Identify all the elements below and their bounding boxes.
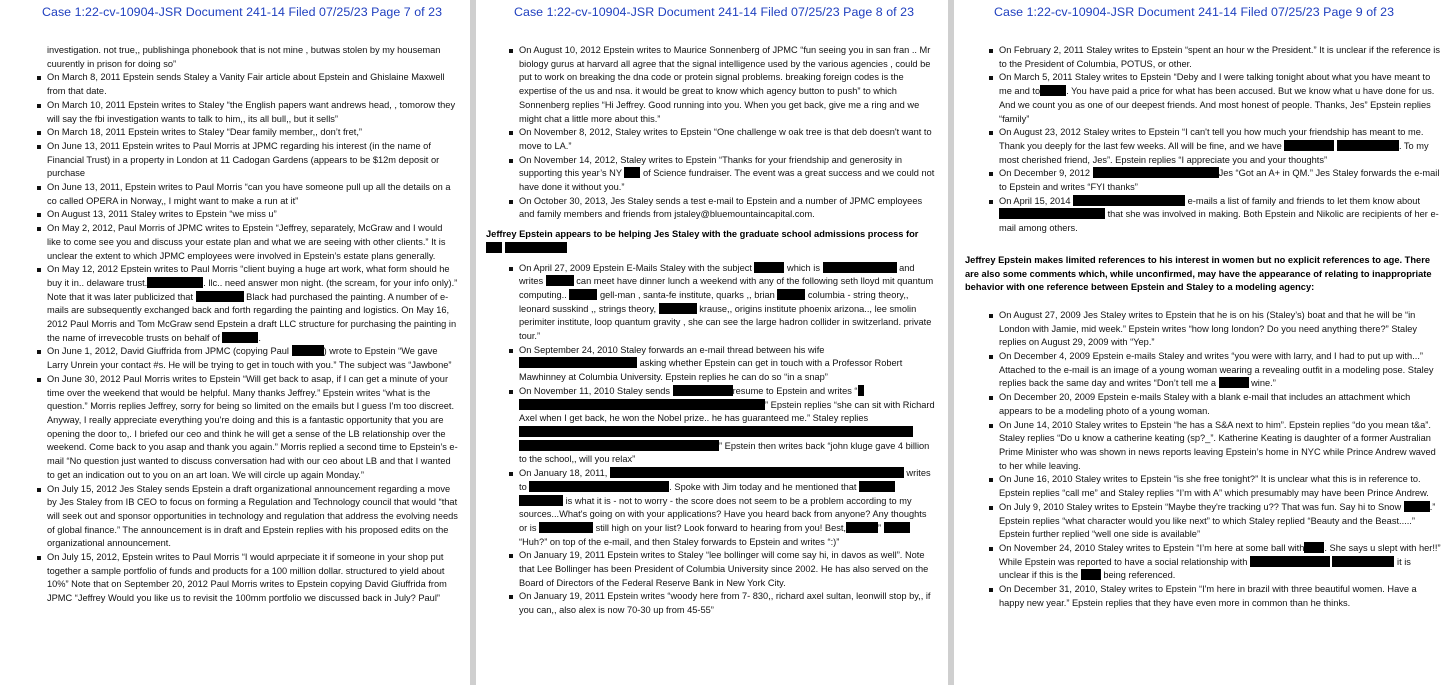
list-item: On May 2, 2012, Paul Morris of JPMC writes to Epstein “Jeffrey, separately, McGraw and I would like to come see you and discuss your estate plan and what we are seeing with other clients.” It is unclear the extent to which JPMC employees were involved in Epstein’s estate plans generally.	[47, 222, 458, 263]
page-body	[476, 19, 948, 618]
redaction-box	[673, 385, 733, 396]
list-item: On November 24, 2010 Staley writes to Epstein “I’m here at some ball with . She says u slept with her!!” While Epstein was reported to have a social relationship with it is unclear if this is the being referenced.	[999, 542, 1442, 583]
list-item: On December 9, 2012 Jes “Got an A+ in QM.” Jes Staley forwards the e-mail to Epstein and writes “FYI thanks”	[999, 167, 1442, 194]
list-item: On September 24, 2010 Staley forwards an e-mail thread between his wife asking whether Epstein can get in touch with a Professor Robert Mawhinney at Columbia University. Epstein replies he can do so “in a snap”	[519, 344, 936, 385]
redaction-box	[999, 208, 1105, 219]
list-item: On January 19, 2011 Epstein writes to Staley “lee bollinger will come say hi, in davos as well”. Note that Lee Bollinger has been President of Columbia University since 2002. He has also served on the Board of Directors of the Federal Reserve Bank in New York City.	[519, 549, 936, 590]
bullet-list	[999, 309, 1442, 610]
list-item: On March 8, 2011 Epstein sends Staley a Vanity Fair article about Epstein and Ghislaine Maxwell from that date.	[47, 71, 458, 98]
redaction-box	[823, 262, 897, 273]
redaction-box	[147, 277, 203, 288]
list-item: On March 5, 2011 Staley writes to Epstein “Deby and I were talking tonight about what you have meant to me and to . You have paid a price for what has been accused. But we know what u have done for us. And we count you as one of our deepest friends. And most honest of people. Thanks, Jes” Epstein replies “family”	[999, 71, 1442, 126]
list-item: On June 30, 2012 Paul Morris writes to Epstein “Will get back to asap, if I can get a minute of your time over the weekend that would be helpful. Many thanks Jeffrey.” Epstein writes “what is the question.” Morris replies Jeffrey, sorry for being so limited on the emails but I guess I'm too discreet. Anyway, I really appreciate everything you're doing and this is a fantastic opportunity that you are opening the door to,. I briefed our ceo and think he will get a sense of the LB relationship over the weekend. Come back to you asap and thank you again.” Morris replied a second time to Epstein’s e-mail “No question just wanted to discuss conversation had with our ceo about LB and that I wanted to get an indication out to you on an art loan. We will circle up again Monday.”	[47, 373, 458, 483]
redaction-box	[1073, 195, 1185, 206]
redaction-box	[1332, 556, 1394, 567]
redaction-box	[292, 345, 324, 356]
redaction-box	[610, 467, 904, 478]
list-item: On October 30, 2013, Jes Staley sends a test e-mail to Epstein and a number of JPMC employees and family members and friends from jstaley@bluemountaincapital.com.	[519, 195, 936, 222]
bullet-list	[47, 44, 458, 606]
bullet-list	[519, 44, 936, 222]
redaction-box	[1284, 140, 1334, 151]
section-heading: Jeffrey Epstein makes limited references to his interest in women but no explicit references to age. There are also some comments which, while unconfirmed, may have the appearance of relating to inappropriate behavior with one reference between Epstein and Staley to a modeling agency:	[965, 254, 1432, 293]
redaction-box	[519, 399, 765, 410]
list-item: On August 10, 2012 Epstein writes to Maurice Sonnenberg of JPMC “fun seeing you in san fran .. Mr biology gurus at harvard all agree that the signal intelligence used by the various agencies , could be put to work on breaking the dna code or protein signal problems. breaking foreign codes is the expertise of the us and nsa. it would be great to know which agency button to push” to which Sonnenberg replies “Hi Jeffrey. Good running into you. When you get back, give me a ring and we might chat a little more about this.”	[519, 44, 936, 126]
list-item: On December 31, 2010, Staley writes to Epstein “I'm here in brazil with three beautiful women. Have a happy new year.” Epstein replies that they have even more in common than he thinks.	[999, 583, 1442, 610]
redaction-box	[846, 522, 878, 533]
list-item: On November 8, 2012, Staley writes to Epstein “One challenge w oak tree is that deb doesn't want to move to LA.”	[519, 126, 936, 153]
redaction-box	[1337, 140, 1399, 151]
list-item: On April 27, 2009 Epstein E-Mails Staley with the subject which is and writes can meet have dinner lunch a weekend with any of the following seth lloyd mit quantum computing.. gell-man , santa-fe institute, quarks ,, brian columbia - string theory,, leonard susskind ,, strings theory, krause,, origins institute phoenix arizona.., lee smolin perimiter institute, loop quantum gravity , she can see the large hadron collider in switzerland. private tour.”	[519, 262, 936, 344]
redaction-box	[858, 385, 864, 396]
redaction-box	[1250, 556, 1330, 567]
redaction-box	[1304, 542, 1324, 553]
redaction-box	[859, 481, 895, 492]
list-item: On July 15, 2012 Jes Staley sends Epstein a draft organizational announcement regarding a move by Jes Staley from IB CEO to focus on forming a Regulation and Technology council that would “that will seek out and sponsor opportunities in technology and regulation that address the evolving needs of global finance.” The announcement is in draft and Epstein replies with his proposed edits on the organizational announcement.	[47, 483, 458, 552]
page-header: Case 1:22-cv-10904-JSR Document 241-14 Filed 07/25/23 Page 7 of 23	[42, 5, 443, 19]
list-item: On June 14, 2010 Staley writes to Epstein “he has a S&A next to him”. Epstein replies “do you mean t&a”. Staley replies “Do u know a catherine keating (sp?_”. Katherine Keating is daughter of a former Australian Prime Minister who was shown in news reports leaving Epstein’s home in NYC while Prince Andrew waved to her while leaving.	[999, 419, 1442, 474]
document-page-7	[0, 0, 470, 685]
list-item: On June 1, 2012, David Giuffrida from JPMC (copying Paul ) wrote to Epstein “We gave Larry Unrein your contact #s. He will be trying to get in touch with you.” The subject was “Jawbone”	[47, 345, 458, 372]
redaction-box	[519, 495, 563, 506]
list-item: On January 18, 2011, writes to . Spoke with Jim today and he mentioned that is what it is - not to worry - the score does not seem to be a problem according to my sources...What's going on with your applications? Have you heard back from anyone? Any thoughts or is still high on your list? Look forward to hearing from you! Best, ” “Huh?” on top of the e-mail, and then Staley forwards to Epstein and writes “:)”	[519, 467, 936, 549]
redaction-box	[519, 357, 637, 368]
redaction-box	[222, 332, 258, 343]
redaction-box	[505, 242, 567, 253]
list-item: On May 12, 2012 Epstein writes to Paul Morris “client buying a huge art work, what form should he buy it in.. delaware trust. . llc.. need answer mon night. (the scream, for your info only).” Note that it was later publicized that Black had purchased the painting. A number of e-mails are subsequently exchanged back and forth regarding the painting and logistics. On May 16, 2012 Paul Morris and Tom McGraw send Epstein a draft LLC structure for purchasing the painting in the name of irrevecoble trusts on behalf of .	[47, 263, 458, 345]
redaction-box	[1081, 569, 1101, 580]
section-heading: Jeffrey Epstein appears to be helping Jes Staley with the graduate school admissions process for	[486, 228, 936, 255]
redaction-box	[659, 303, 697, 314]
list-item: On August 27, 2009 Jes Staley writes to Epstein that he is on his (Staley’s) boat and that he will be “in London with Jamie, mid week.” Epstein writes “how long london? Do you need anything there?” Staley replies on August 29, 2009 with “Yep.”	[999, 309, 1442, 350]
redaction-box	[1093, 167, 1219, 178]
list-item: On June 16, 2010 Staley writes to Epstein “is she free tonight?” It is unclear what this is in reference to. Epstein replies “call me” and Staley replies “I’m with A” which presumably may have been Prince Andrew.	[999, 473, 1442, 500]
list-item: On July 9, 2010 Staley writes to Epstein “Maybe they're tracking u?? That was fun. Say hi to Snow .” Epstein replies “what character would you like next” to which Staley replied “Beauty and the Beast.....” Epstein further replied “well one side is available”	[999, 501, 1442, 542]
list-item: On March 18, 2011 Epstein writes to Staley “Dear family member,, don’t fret,”	[47, 126, 458, 140]
list-item: On January 19, 2011 Epstein writes “woody here from 7- 830,, richard axel sultan, leonwill stop by,, if you can,, also alex is now 70-30 up from 45-55”	[519, 590, 936, 617]
document-page-8	[476, 0, 948, 685]
redaction-box	[546, 275, 574, 286]
list-item: On March 10, 2011 Epstein writes to Staley “the English papers want andrews head, , tomorow they will say the fbi investigation wants to talk to him,, its all bull,, but it sells”	[47, 99, 458, 126]
redaction-box	[777, 289, 805, 300]
redaction-box	[196, 291, 244, 302]
redaction-box	[1404, 501, 1430, 512]
list-item: investigation. not true,, publishinga phonebook that is not mine , butwas stolen by my houseman cuurently in prison for doing so”	[47, 45, 441, 69]
bullet-list	[519, 262, 936, 618]
document-page-9	[954, 0, 1456, 685]
list-item: On April 15, 2014 e-mails a list of family and friends to let them know about that she was involved in making. Both Epstein and Nikolic are recipients of her e-mail among others.	[999, 195, 1442, 236]
list-item: On July 15, 2012, Epstein writes to Paul Morris “I would aprpeciate it if someone in your shop put together a sample portfolio of funds and products for a 100 million dollar. structured to yield about 10%” Note that on September 20, 2012 Paul Morris writes to Epstein copying David Giuffrida from JPMC “Jeffrey Would you like us to revisit the 100mm portfolio we discussed back in July? Paul”	[47, 551, 458, 606]
redaction-box	[539, 522, 593, 533]
bullet-list	[999, 44, 1442, 236]
redaction-box	[624, 167, 640, 178]
list-item: On June 13, 2011 Epstein writes to Paul Morris at JPMC regarding his interest (in the name of Financial Trust) in a property in London at 11 Cadogan Gardens (appears to be $12m deposit or purchase	[47, 140, 458, 181]
redaction-box	[486, 242, 502, 253]
list-item: On June 13, 2011, Epstein writes to Paul Morris “can you have someone pull up all the details on a co called OPERA in Norway,, I might want to make a run at it”	[47, 181, 458, 208]
list-item: On August 23, 2012 Staley writes to Epstein “I can't tell you how much your friendship has meant to me. Thank you deeply for the last few weeks. All will be fine, and we have . To my most cherished friend, Jes”. Epstein replies “I appreciate you and your thoughts”	[999, 126, 1442, 167]
redaction-box	[1040, 85, 1066, 96]
list-item: On August 13, 2011 Staley writes to Epstein “we miss u”	[47, 208, 458, 222]
list-item: On December 4, 2009 Epstein e-mails Staley and writes “you were with larry, and I had to put up with...” Attached to the e-mail is an image of a young woman wearing a revealing outfit in a modeling pose. Staley replies back the same day and writes “Don’t tell me a wine.”	[999, 350, 1442, 391]
redaction-box	[529, 481, 669, 492]
page-body	[0, 19, 470, 606]
list-item: On December 20, 2009 Epstein e-mails Staley with a blank e-mail that includes an attachment which appears to be a modeling photo of a young woman.	[999, 391, 1442, 418]
redaction-box	[754, 262, 784, 273]
page-header: Case 1:22-cv-10904-JSR Document 241-14 Filed 07/25/23 Page 8 of 23	[514, 5, 915, 19]
redaction-box	[884, 522, 910, 533]
list-item: On November 11, 2010 Staley sends resume to Epstein and writes “ ” Epstein replies “she can sit with Richard Axel when I get back, he won the Nobel prize.. he has guaranteed me.” Staley replies ” Epstein then writes back “john kluge gave 4 billion to the school,, will you relax”	[519, 385, 936, 467]
redaction-box	[519, 426, 913, 437]
page-body	[954, 19, 1456, 610]
redaction-box	[569, 289, 597, 300]
list-item: On February 2, 2011 Staley writes to Epstein “spent an hour w the President.” It is unclear if the reference is to the President of Columbia, POTUS, or other.	[999, 44, 1442, 71]
redaction-box	[1219, 377, 1249, 388]
list-item: On November 14, 2012, Staley writes to Epstein “Thanks for your friendship and generosity in supporting this year’s NY of Science fundraiser. The event was a great success and we could not have done it without you.”	[519, 154, 936, 195]
page-header: Case 1:22-cv-10904-JSR Document 241-14 Filed 07/25/23 Page 9 of 23	[994, 5, 1395, 19]
redaction-box	[519, 440, 719, 451]
